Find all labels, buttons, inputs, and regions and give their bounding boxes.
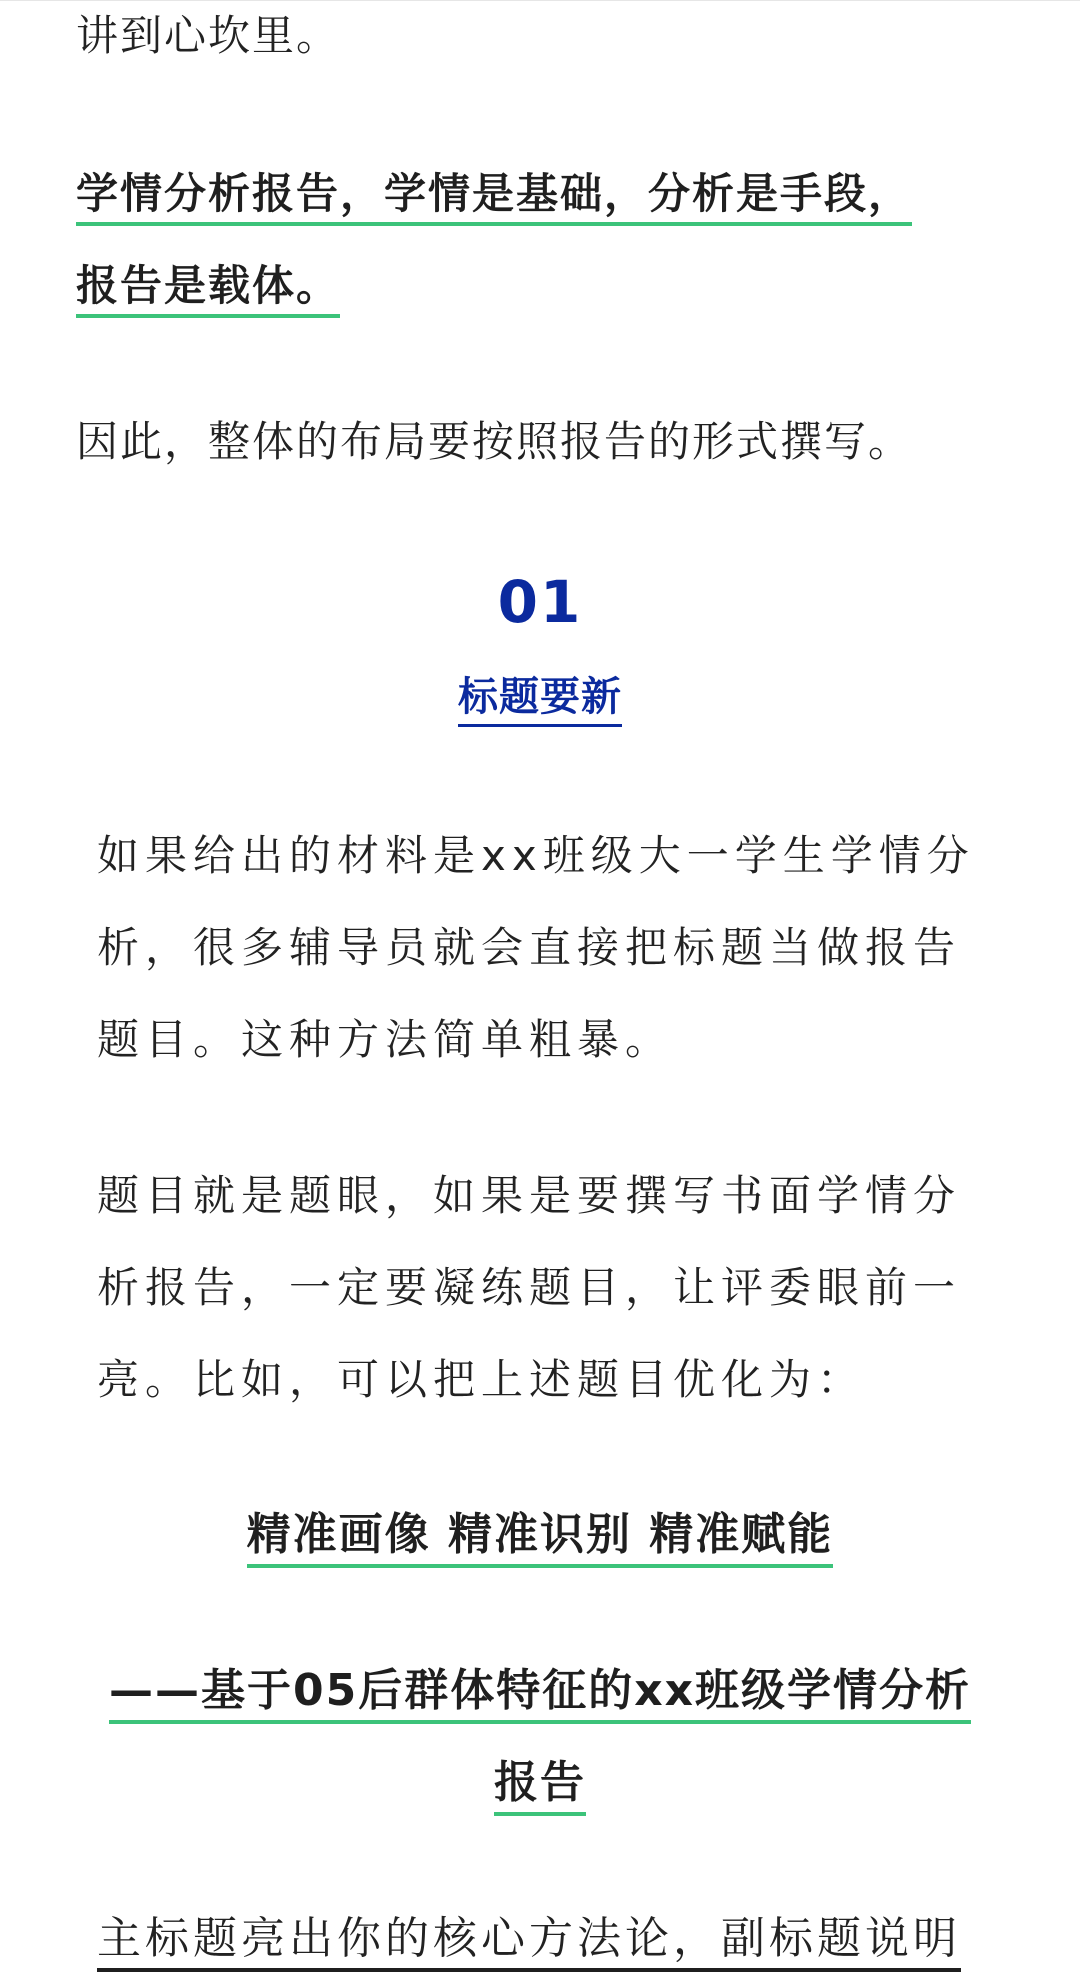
section-title-wrap: [0, 672, 1080, 727]
paragraph-line: 题目。这种方法简单粗暴。: [97, 1015, 674, 1064]
top-divider: [0, 0, 1080, 1]
paragraph-line: 析报告，一定要凝练题目，让评委眼前一: [97, 1263, 962, 1312]
example-subtitle-row-2: [0, 1756, 1080, 1816]
paragraph-line: 析，很多辅导员就会直接把标题当做报告: [97, 923, 962, 972]
paragraph-line: 亮。比如，可以把上述题目优化为：: [97, 1355, 866, 1404]
highlight-line-1: 学情分析报告，学情是基础，分析是手段，: [76, 168, 912, 226]
intro-paragraph: 讲到心坎里。: [76, 11, 341, 60]
paragraph-line: 题目就是题眼，如果是要撰写书面学情分: [97, 1171, 962, 1220]
example-title: 精准画像 精准识别 精准赋能: [247, 1508, 834, 1568]
next-paragraph-line: 主标题亮出你的核心方法论，副标题说明: [97, 1912, 961, 1972]
section-title: 标题要新: [458, 672, 622, 727]
paragraph-line: 如果给出的材料是xx班级大一学生学情分: [97, 831, 975, 880]
example-subtitle-line-1: ——基于05后群体特征的xx班级学情分析: [109, 1664, 971, 1724]
highlight-line-2: 报告是载体。: [76, 260, 340, 318]
layout-paragraph: 因此，整体的布局要按照报告的形式撰写。: [76, 417, 913, 466]
section-number: 01: [497, 568, 583, 636]
example-subtitle-row-1: [0, 1664, 1080, 1724]
example-title-row: [0, 1508, 1080, 1568]
example-subtitle-line-2: 报告: [494, 1756, 586, 1816]
